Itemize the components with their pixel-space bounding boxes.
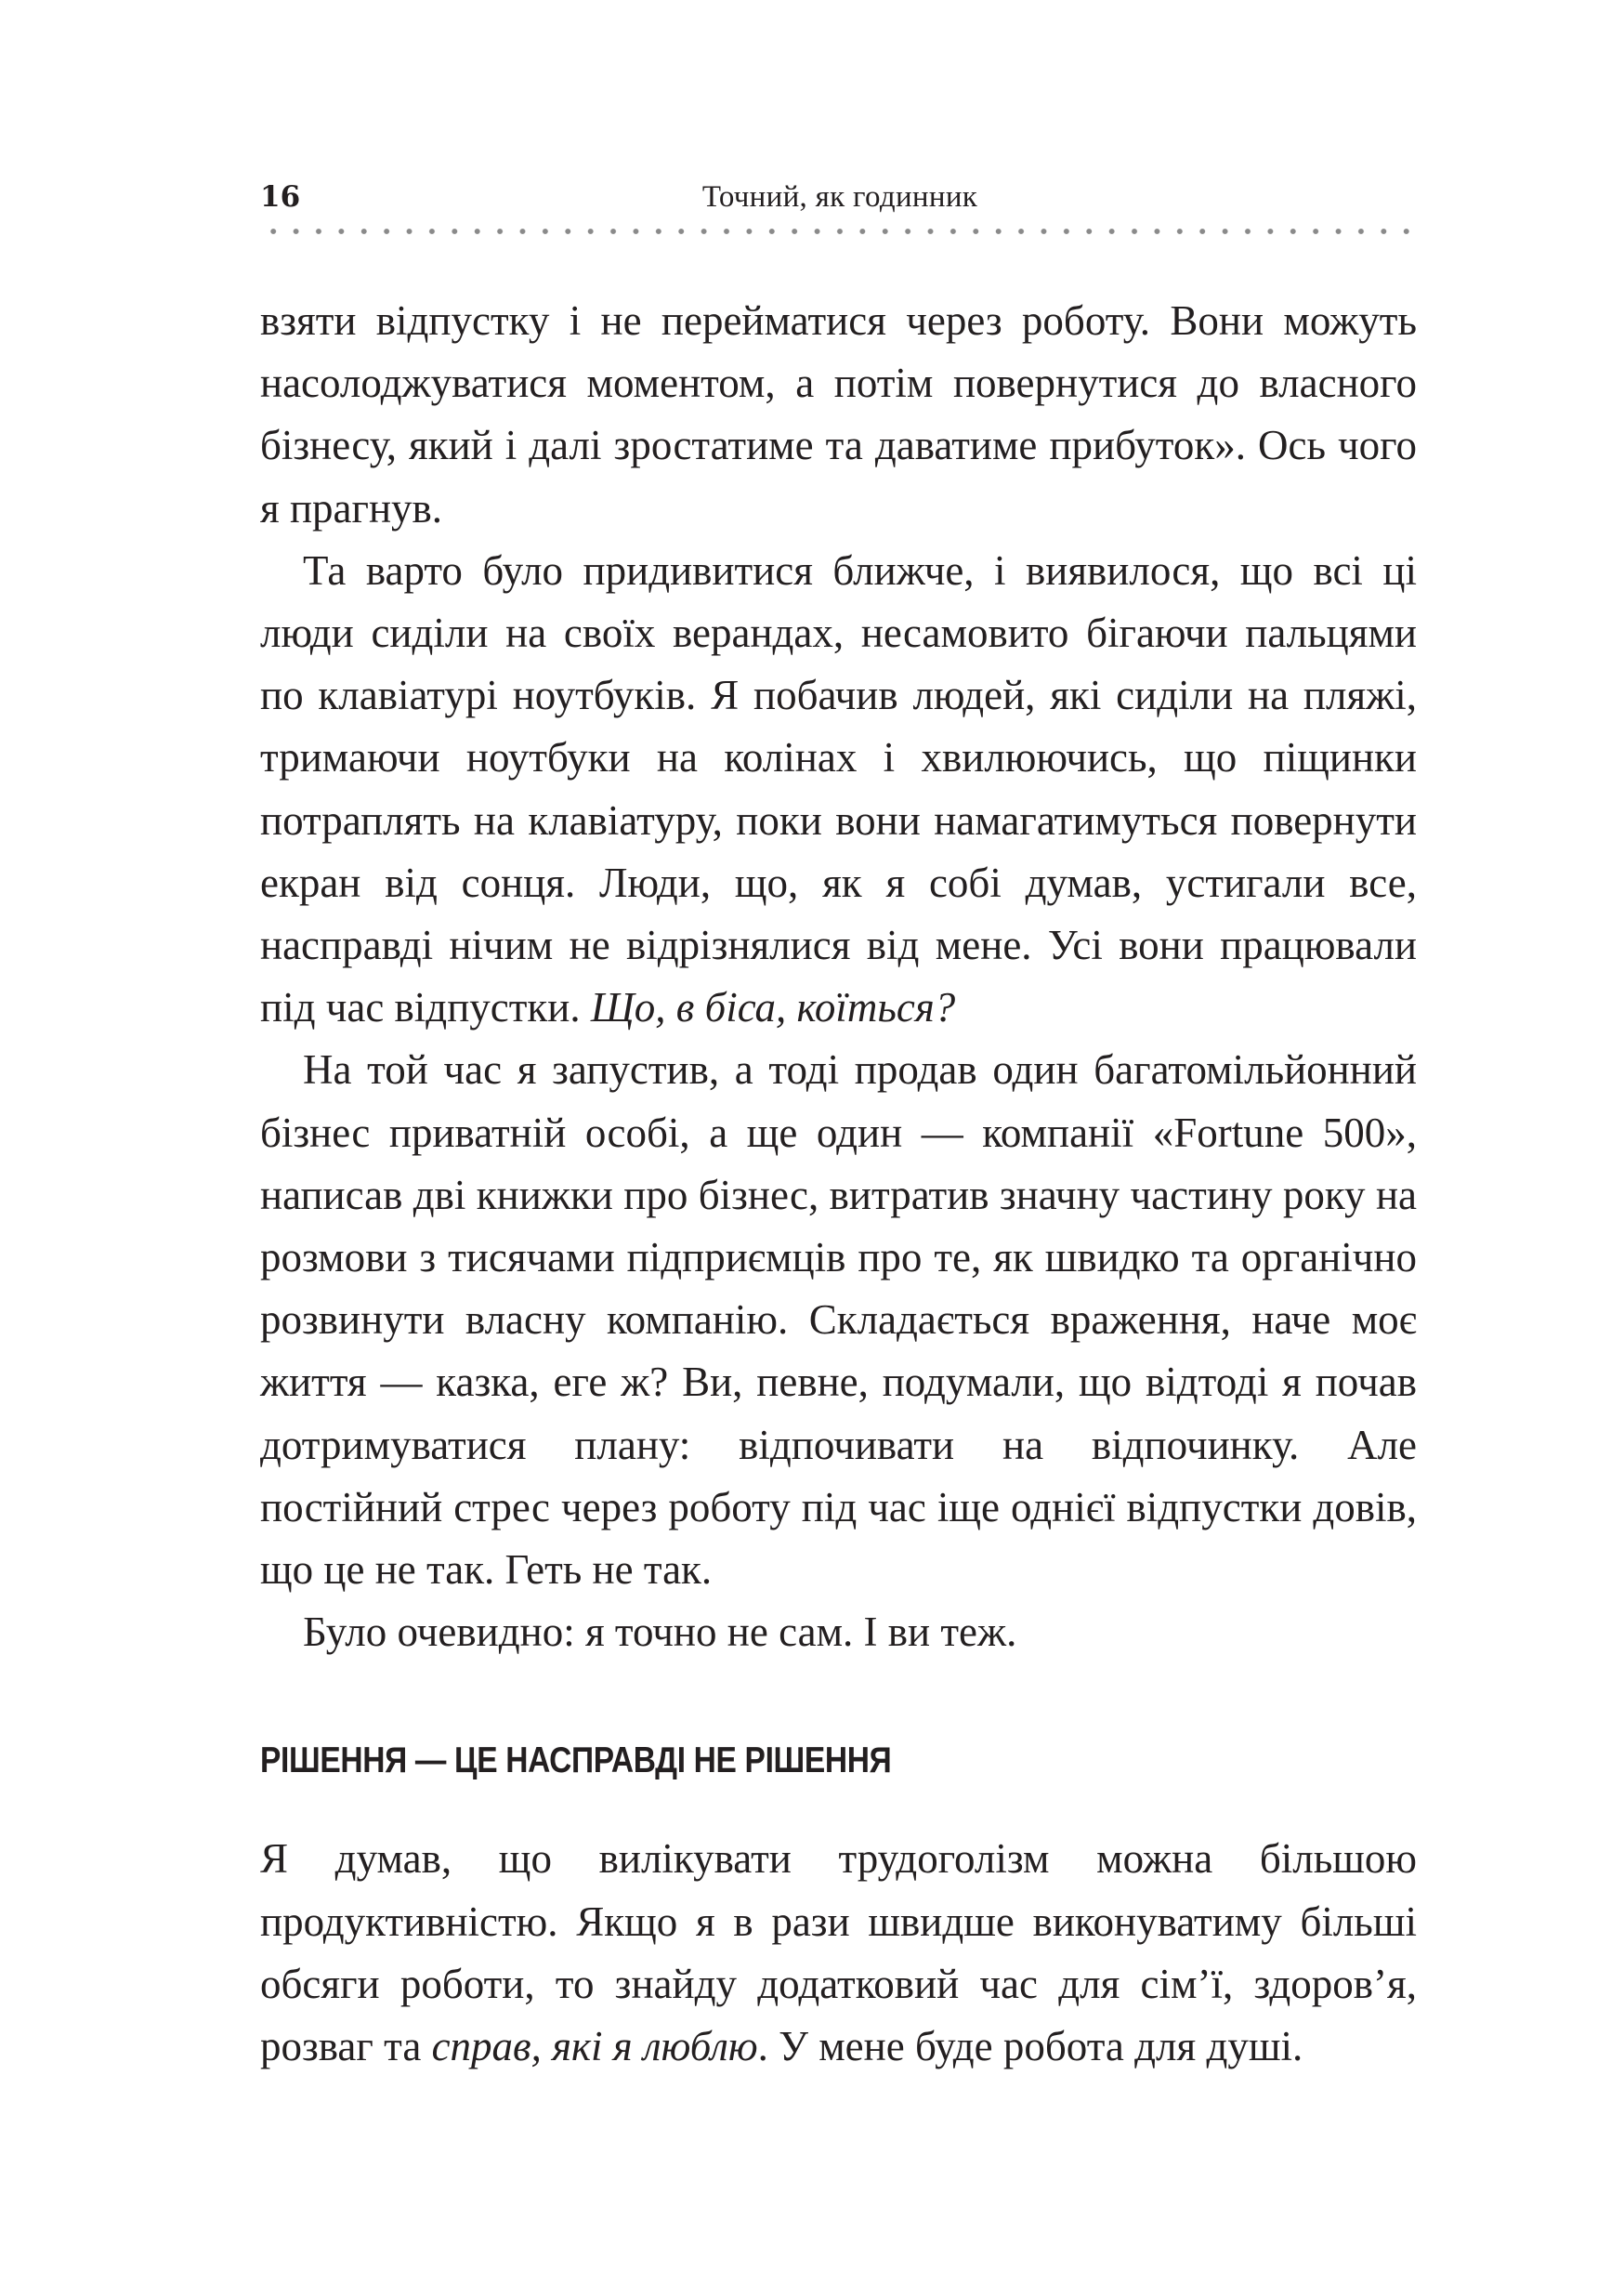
- paragraph-3: [260, 1039, 1417, 1601]
- text-segment: Я думав, що вилікувати трудоголізм можна більшою продуктивністю. Якщо я в рази швидше виконуватиму більші обсяги роботи, то знайду додатковий час для сім’ї, здоров’я, розваг та: [260, 1835, 1417, 2070]
- running-title: Точний, як годинник: [701, 180, 978, 214]
- section-paragraph: [260, 1828, 1417, 2078]
- section-heading: РІШЕННЯ — ЦЕ НАСПРАВДІ НЕ РІШЕННЯ: [260, 1740, 892, 1781]
- text-segment: . У мене буде робота для душі.: [757, 2023, 1303, 2070]
- text-segment: Та варто було придивитися ближче, і виявилося, що всі ці люди сиділи на своїх верандах, несамовито бігаючи пальцями по клавіатурі ноутбуків. Я побачив людей, які сиділи на пляжі, тримаючи ноутбуки на колінах і хвилюючись, що піщинки потраплять на клавіатуру, поки вони намагатимуться повернути екран від сонця. Люди, що, як я собі думав, устигали все, насправді нічим не відрізнялися від мене. Усі вони працювали під час відпустки.: [260, 546, 1417, 1031]
- running-head: [260, 177, 1420, 223]
- italic-segment: справ, які я люблю: [431, 2023, 758, 2070]
- page-number: 16: [260, 180, 301, 214]
- dotted-rule: [262, 227, 1418, 236]
- paragraph-4: [260, 1601, 1417, 1663]
- text-segment: Було очевидно: я точно не сам. І ви теж.: [303, 1609, 1017, 1656]
- paragraph-1: [260, 290, 1417, 540]
- text-segment: взяти відпустку і не перейматися через роботу. Вони можуть насолоджуватися моментом, а потім повернутися до власного бізнесу, який і далі зростатиме та даватиме прибуток». Ось чого я прагнув.: [260, 297, 1417, 532]
- paragraph-2: [260, 540, 1417, 1040]
- italic-segment: Що, в біса, коїться?: [590, 984, 956, 1031]
- body-text: [260, 290, 1417, 2078]
- text-segment: На той час я запустив, а тоді продав один багатомільйонний бізнес приватній особі, а ще один — компанії «Fortune 500», написав дві книжки про бізнес, витратив значну частину року на розмови з тисячами підприємців про те, як швидко та органічно розвинути власну компанію. Складається враження, наче моє життя — казка, еге ж? Ви, певне, подумали, що відтоді я почав дотримуватися плану: відпочивати на відпочинку. Але постійний стрес через роботу під час іще однієї відпустки довів, що це не так. Геть не так.: [260, 1046, 1417, 1594]
